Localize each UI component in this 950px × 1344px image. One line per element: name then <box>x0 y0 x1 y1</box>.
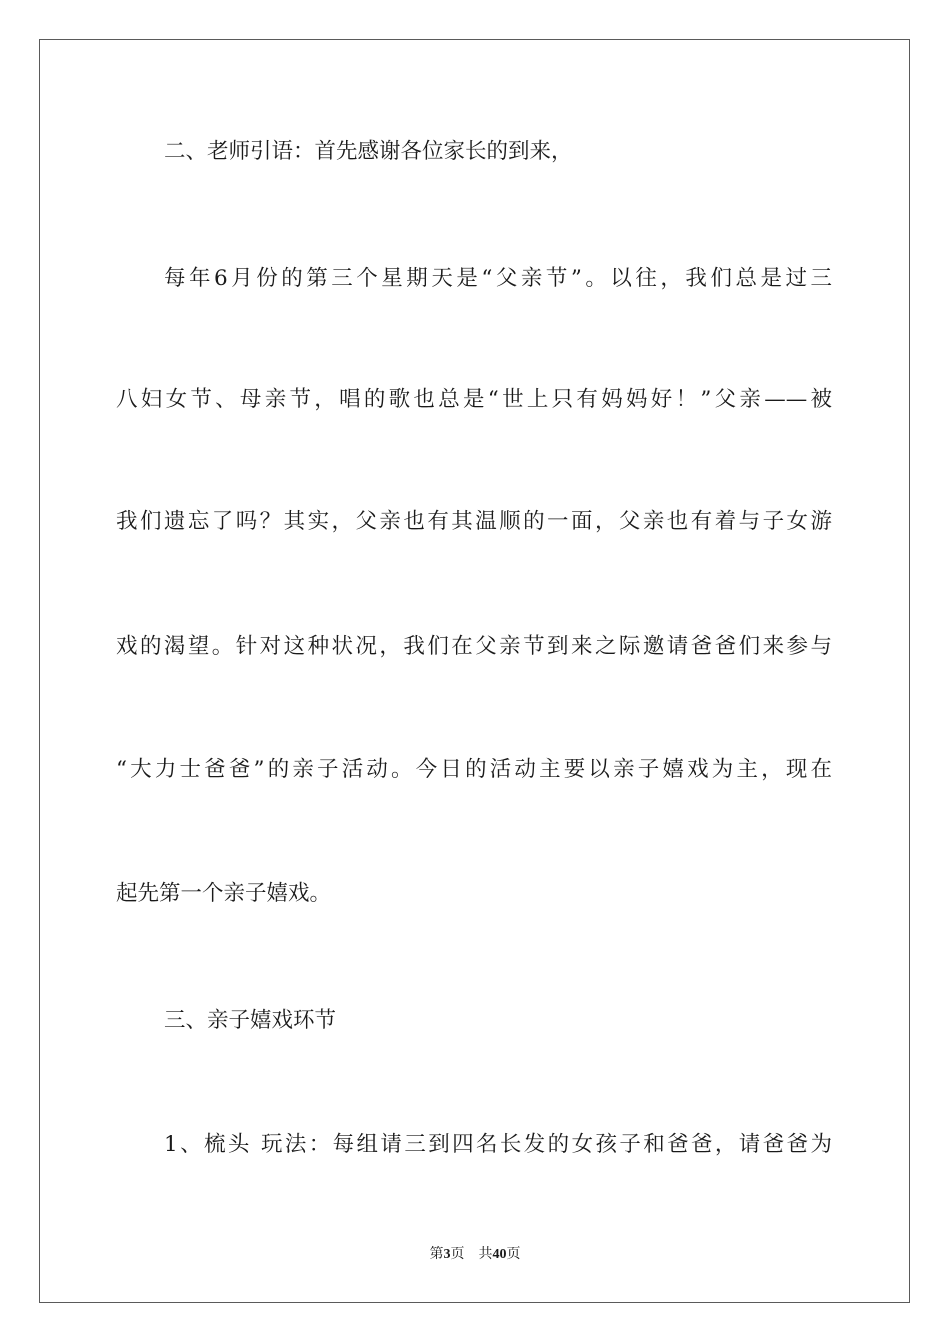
paragraph-line: “大力士爸爸”的亲子活动。今日的活动主要以亲子嬉戏为主，现在 <box>116 757 832 782</box>
page-frame <box>39 39 910 1303</box>
paragraph-line: 戏的渴望。针对这种状况，我们在父亲节到来之际邀请爸爸们来参与 <box>116 634 832 659</box>
footer-total-pages: 40 <box>492 1247 507 1262</box>
paragraph-line: 每年6月份的第三个星期天是“父亲节”。以往，我们总是过三 <box>164 266 832 291</box>
footer-page-prefix: 第 <box>429 1247 444 1262</box>
footer-total-prefix: 共 <box>478 1247 493 1262</box>
footer-page-number: 3 <box>443 1247 451 1262</box>
paragraph-line: 起先第一个亲子嬉戏。 <box>116 881 332 906</box>
paragraph-line: 1、梳头 玩法：每组请三到四名长发的女孩子和爸爸，请爸爸为 <box>164 1132 832 1157</box>
paragraph-line: 我们遗忘了吗？其实，父亲也有其温顺的一面，父亲也有着与子女游 <box>116 509 832 534</box>
page-footer <box>0 1243 950 1263</box>
paragraph-line: 八妇女节、母亲节，唱的歌也总是“世上只有妈妈好！”父亲——被 <box>116 387 832 412</box>
section-heading-3: 三、亲子嬉戏环节 <box>164 1008 337 1033</box>
footer-page-suffix: 页 <box>450 1247 465 1262</box>
paragraph-heading-2: 二、老师引语：首先感谢各位家长的到来， <box>164 139 573 164</box>
footer-total-suffix: 页 <box>506 1247 521 1262</box>
